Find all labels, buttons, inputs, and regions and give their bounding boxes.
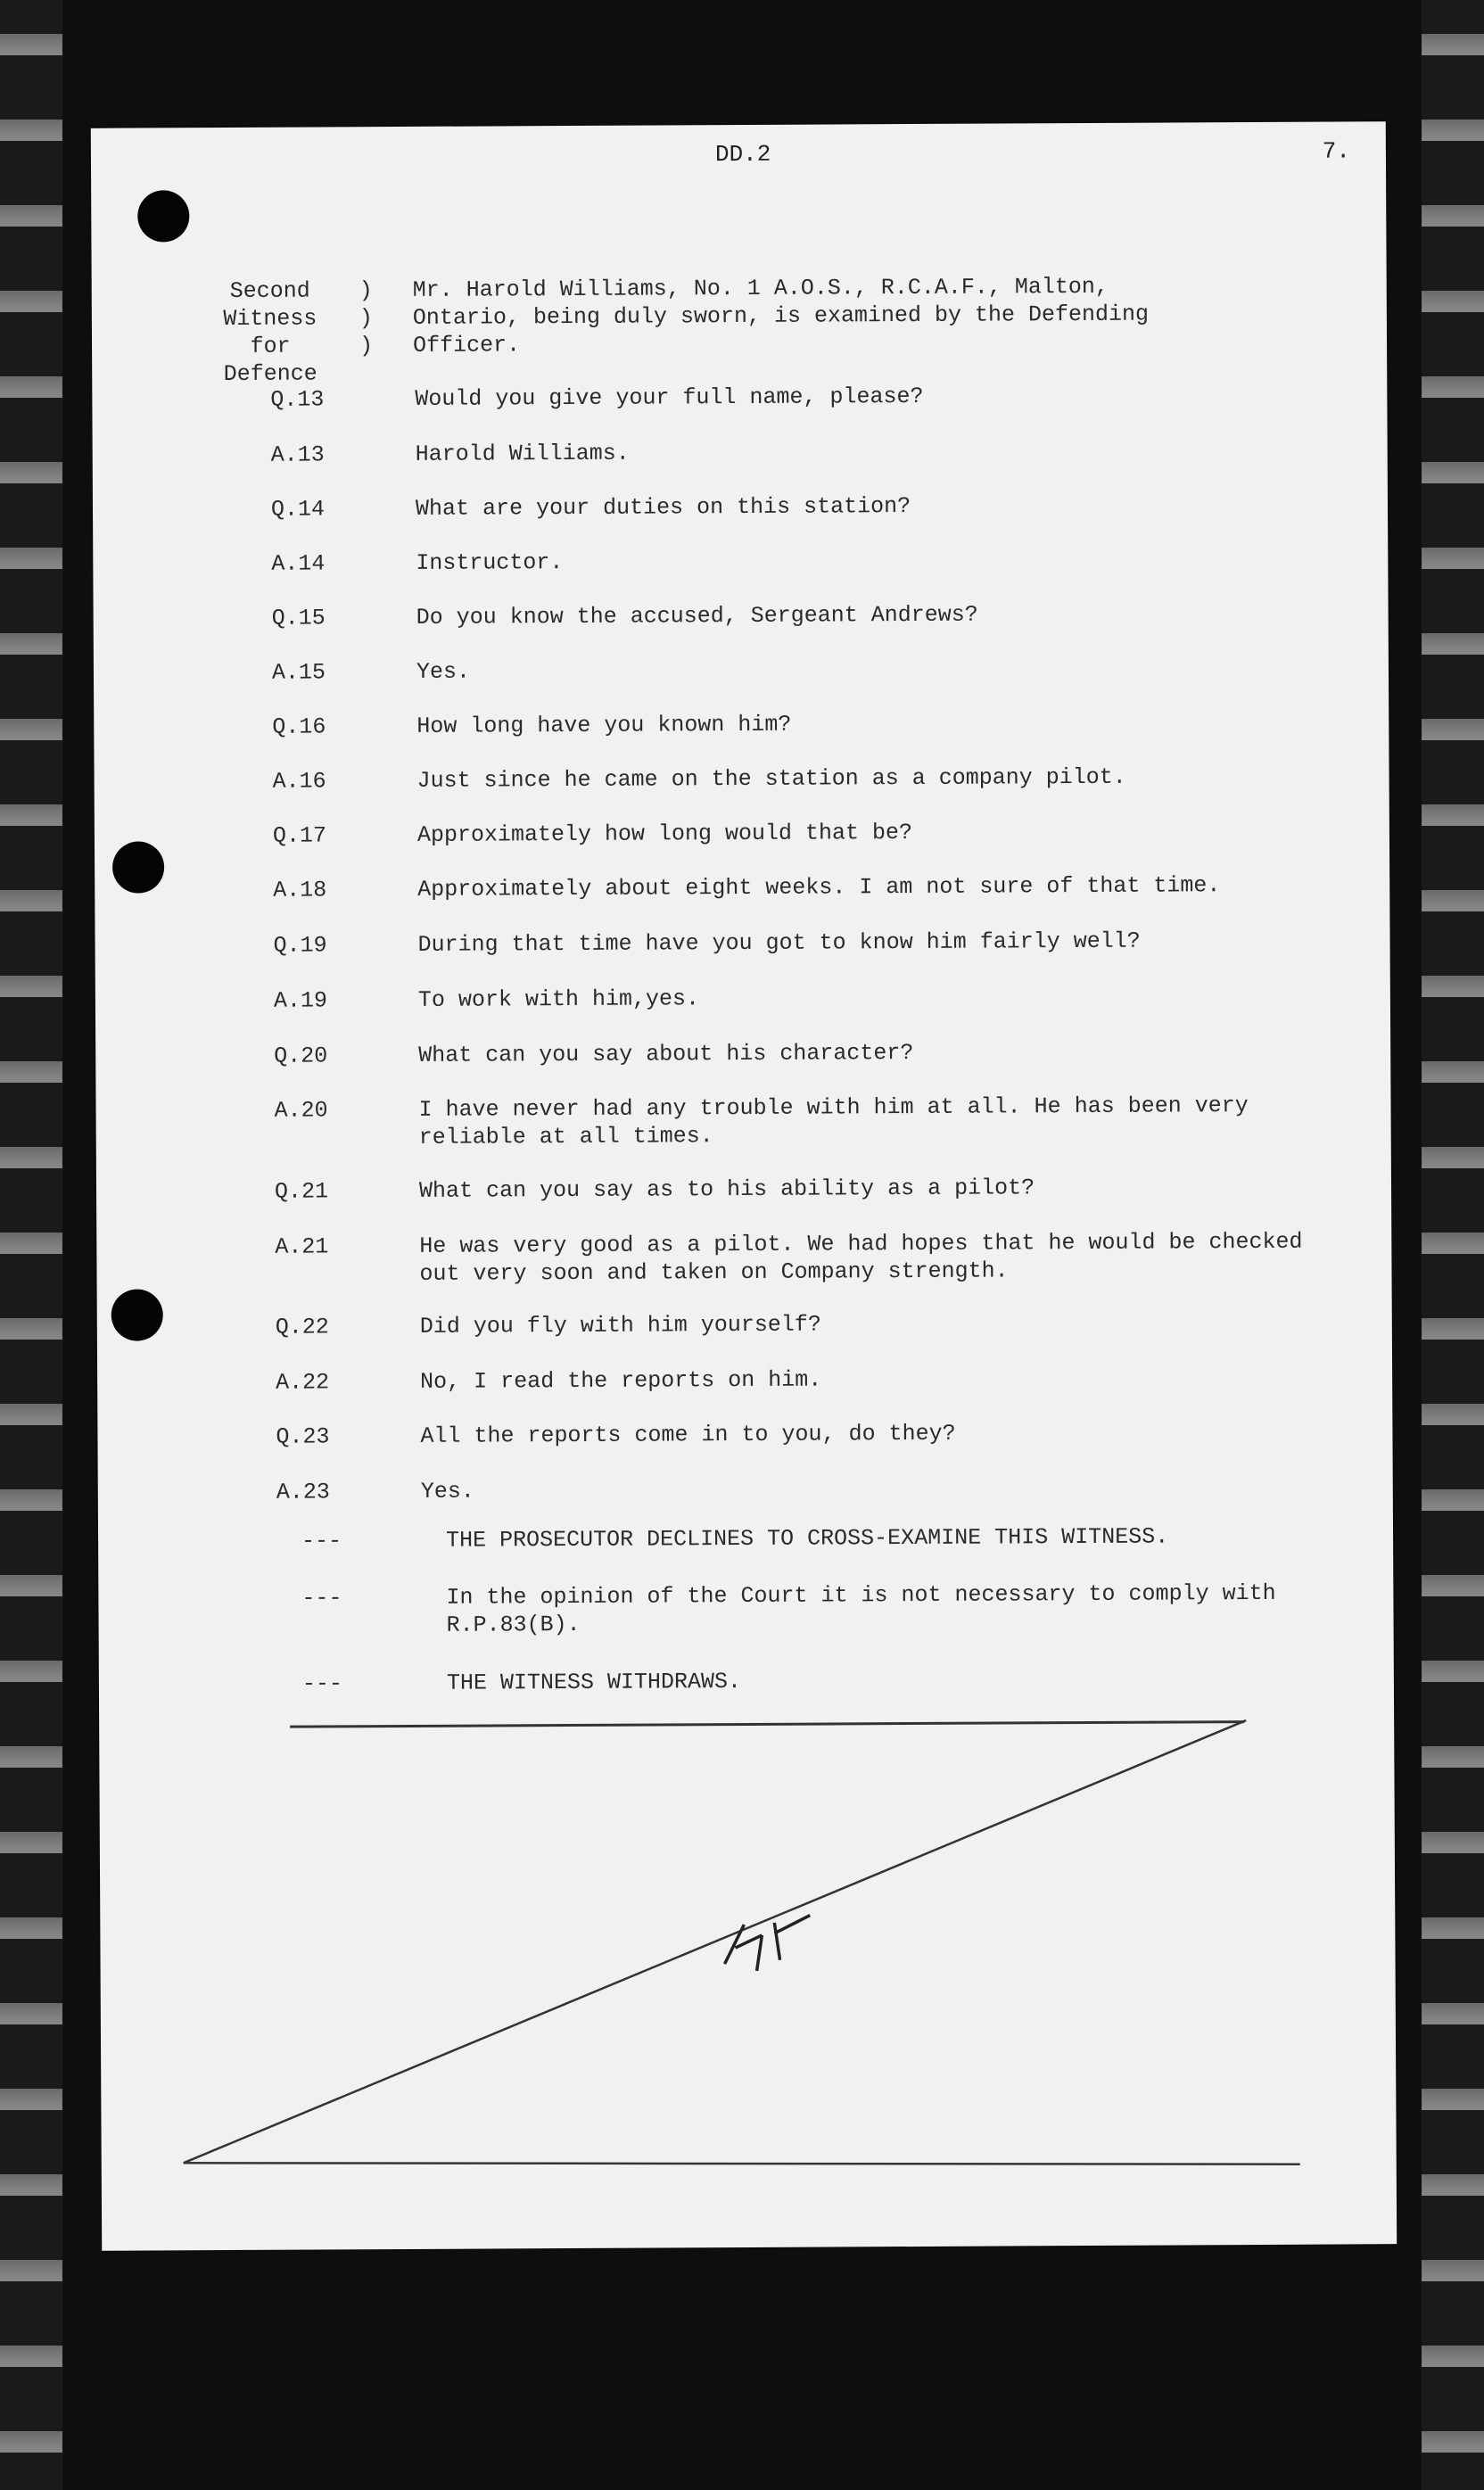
entry-number: ---	[301, 1670, 343, 1697]
film-strip-right	[1422, 0, 1484, 2490]
page-number: 7.	[1322, 137, 1351, 165]
entry-text: Yes.	[420, 1478, 474, 1505]
entry-text: Would you give your full name, please?	[415, 383, 924, 412]
entry-text: Instructor.	[416, 549, 564, 576]
entry-text: He was very good as a pilot. We had hopes that he would be checked out very soon and taken on Company strength.	[419, 1228, 1303, 1287]
entry-number: Q.17	[272, 822, 327, 849]
entry-number: Q.22	[275, 1314, 329, 1340]
entry-number: A.21	[275, 1233, 329, 1260]
entry-number: A.15	[271, 659, 326, 686]
entry-text: In the opinion of the Court it is not necessary to comply with R.P.83(B).	[446, 1579, 1276, 1638]
entry-text: No, I read the reports on him.	[420, 1366, 822, 1395]
entry-number: A.20	[274, 1097, 328, 1124]
entry-text: How long have you known him?	[416, 711, 792, 739]
page-reference: DD.2	[714, 140, 771, 169]
entry-number: Q.14	[270, 496, 326, 523]
entry-text: Approximately about eight weeks. I am not sure of that time.	[417, 872, 1221, 903]
entry-number: Q.23	[276, 1423, 330, 1450]
entry-text: What are your duties on this station?	[415, 493, 911, 522]
initials-signature	[724, 1916, 810, 1972]
witness-description: Mr. Harold Williams, No. 1 A.O.S., R.C.A.F., Malton, Ontario, being duly sworn, is examined by the Defending Officer.	[412, 273, 1150, 359]
witness-label: Second Witness for Defence	[223, 277, 317, 388]
entry-text: Yes.	[416, 658, 471, 685]
entry-number: ---	[301, 1528, 342, 1554]
entry-number: Q.15	[271, 605, 326, 631]
entry-text: Just since he came on the station as a company pilot.	[416, 763, 1126, 794]
entry-number: Q.13	[270, 386, 325, 413]
entry-text: I have never had any trouble with him at all. He has been very reliable at all times.	[418, 1092, 1249, 1150]
document-page	[91, 121, 1397, 2251]
entry-text: Do you know the accused, Sergeant Andrews?	[416, 601, 978, 631]
entry-text: What can you say as to his ability as a pilot?	[418, 1175, 1035, 1204]
entry-number: A.23	[276, 1479, 330, 1505]
entry-number: A.14	[271, 550, 326, 577]
entry-text: THE PROSECUTOR DECLINES TO CROSS-EXAMINE THIS WITNESS.	[445, 1523, 1169, 1554]
entry-number: Q.21	[274, 1178, 329, 1205]
entry-number: Q.20	[274, 1043, 328, 1069]
entry-text: Did you fly with him yourself?	[419, 1311, 821, 1340]
cancellation-mark	[91, 121, 1397, 2251]
entry-number: ---	[301, 1585, 342, 1612]
entry-number: A.18	[273, 877, 327, 903]
entry-text: THE WITNESS WITHDRAWS.	[446, 1669, 742, 1696]
entry-text: During that time have you got to know him fairly well?	[417, 928, 1141, 958]
bracket: ) ) )	[359, 277, 374, 359]
film-strip-left	[0, 0, 62, 2490]
entry-number: A.16	[272, 768, 326, 795]
entry-text: All the reports come in to you, do they?	[420, 1420, 956, 1449]
entry-number: Q.19	[273, 932, 327, 959]
entry-text: What can you say about his character?	[418, 1040, 914, 1068]
entry-text: Harold Williams.	[415, 440, 630, 467]
entry-number: A.19	[273, 987, 327, 1014]
entry-number: A.13	[270, 441, 325, 468]
entry-text: To work with him,yes.	[417, 985, 700, 1013]
entry-text: Approximately how long would that be?	[416, 820, 913, 848]
entry-number: Q.16	[272, 713, 326, 740]
entry-number: A.22	[276, 1369, 330, 1396]
